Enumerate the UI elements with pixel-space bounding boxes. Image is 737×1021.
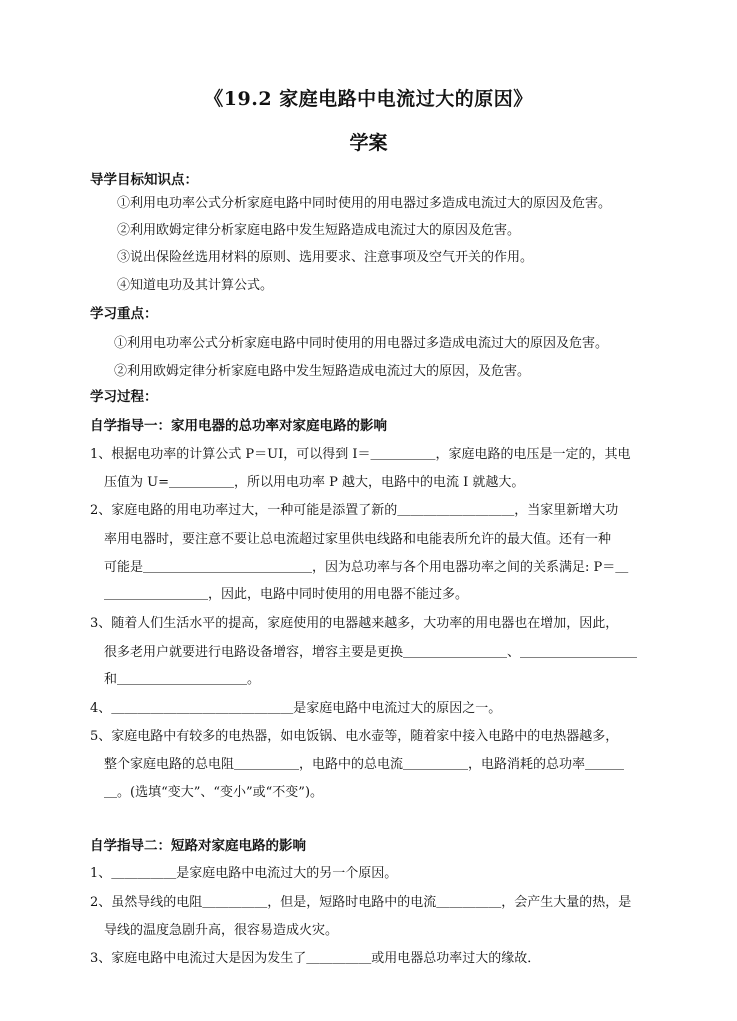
- document-subtitle: 学案: [349, 132, 388, 154]
- guide1-line: 2、家庭电路的用电功率过大，一种可能是添置了新的＿＿＿＿＿＿＿＿＿，当家里新增大功: [90, 503, 619, 518]
- guide1-line: 很多老用户就要进行电路设备增容，增容主要是更换＿＿＿＿＿＿＿＿、＿＿＿＿＿＿＿＿＿: [104, 645, 638, 660]
- document-title: 《19.2 家庭电路中电流过大的原因》: [204, 88, 533, 110]
- guide1-heading: 自学指导一：家用电器的总功率对家庭电路的影响: [90, 418, 387, 434]
- guide2-heading: 自学指导二：短路对家庭电路的影响: [90, 838, 306, 854]
- guide2-line: 3、家庭电路中电流过大是因为发生了＿＿＿＿＿或用电器总功率过大的缘故．: [90, 951, 541, 966]
- guide1-line: 整个家庭电路的总电阻＿＿＿＿＿，电路中的总电流＿＿＿＿＿，电路消耗的总功率＿＿＿: [104, 757, 625, 772]
- objectives-heading: 导学目标知识点：: [90, 172, 198, 188]
- key-points-heading: 学习重点：: [90, 306, 158, 322]
- objective-item: ②利用欧姆定律分析家庭电路中发生短路造成电流过大的原因及危害。: [117, 223, 521, 238]
- key-point-item: ①利用电功率公式分析家庭电路中同时使用的用电器过多造成电流过大的原因及危害。: [114, 336, 609, 351]
- guide1-line: 3、随着人们生活水平的提高，家庭使用的电器越来越多，大功率的用电器也在增加，因此，: [90, 616, 619, 631]
- guide1-line: 4、＿＿＿＿＿＿＿＿＿＿＿＿＿＿是家庭电路中电流过大的原因之一。: [90, 701, 502, 716]
- guide1-line: 和＿＿＿＿＿＿＿＿＿＿。: [104, 672, 261, 687]
- guide1-line: 压值为 U=＿＿＿＿＿，所以用电功率 P 越大，电路中的电流 I 就越大。: [104, 475, 525, 490]
- objective-item: ④知道电功及其计算公式。: [117, 278, 274, 293]
- guide2-line: 导线的温度急剧升高，很容易造成火灾。: [104, 923, 339, 938]
- guide2-line: 2、虽然导线的电阻＿＿＿＿＿，但是，短路时电路中的电流＿＿＿＿＿，会产生大量的热，是: [90, 895, 632, 910]
- guide1-line: 1、根据电功率的计算公式 P＝UI，可以得到 I＝＿＿＿＿＿，家庭电路的电压是一定的，其电: [90, 447, 631, 462]
- objective-item: ③说出保险丝选用材料的原则、选用要求、注意事项及空气开关的作用。: [117, 250, 534, 265]
- process-heading: 学习过程：: [90, 389, 158, 405]
- objective-item: ①利用电功率公式分析家庭电路中同时使用的用电器过多造成电流过大的原因及危害。: [117, 196, 612, 211]
- guide1-line: 5、家庭电路中有较多的电热器，如电饭锅、电水壶等，随着家中接入电路中的电热器越多，: [90, 729, 619, 744]
- guide1-line: 可能是＿＿＿＿＿＿＿＿＿＿＿＿＿，因为总功率与各个用电器功率之间的关系满足: P＝＿: [104, 560, 629, 575]
- guide1-line: ＿＿＿＿＿＿＿＿，因此，电路中同时使用的用电器不能过多。: [104, 587, 469, 602]
- guide1-line: 率用电器时，要注意不要让总电流超过家里供电线路和电能表所允许的最大值。还有一种: [104, 532, 612, 547]
- key-point-item: ②利用欧姆定律分析家庭电路中发生短路造成电流过大的原因，及危害。: [114, 364, 531, 379]
- guide2-line: 1、＿＿＿＿＿是家庭电路中电流过大的另一个原因。: [90, 866, 398, 881]
- guide1-line: ＿。(选填“变大”、“变小”或“不变”)。: [104, 785, 324, 800]
